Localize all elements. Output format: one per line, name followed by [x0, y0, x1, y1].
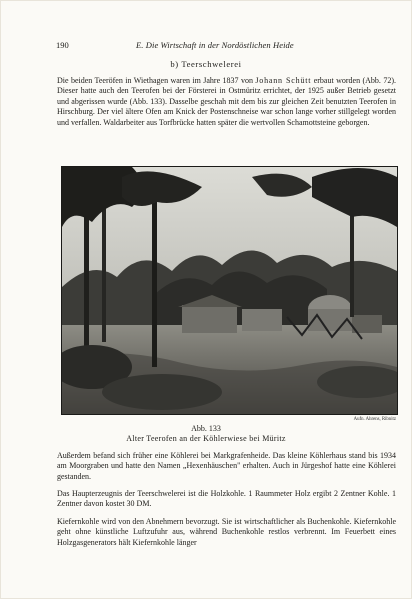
tar-oven-photo-illustration: [62, 167, 397, 414]
paragraph-1-text-before: Die beiden Teeröfen in Wiethagen waren im Jahre 1837 von: [57, 76, 256, 85]
figure-label: Abb. 133: [191, 424, 221, 433]
paragraph-1-person-name: Johann Schütt: [255, 76, 312, 85]
figure-photo: [61, 166, 398, 415]
figure-caption: Alter Teerofen an der Köhlerwiese bei Müritz: [126, 434, 286, 443]
section-title: b) Teerschwelerei: [170, 59, 242, 69]
paragraph-4: Kiefernkohle wird von den Abnehmern bevorzugt. Sie ist wirtschaftlicher als Buchenkohle. Kiefernkohle geht ohne künstliche Luftzufuhr aus, während Buchenkohle restlos verbrennt. Im Feuerbett eines Holzgasgenerators hält Kiefernkohle länger: [57, 517, 396, 547]
paragraph-3: Das Haupterzeugnis der Teerschwelerei ist die Holzkohle. 1 Raummeter Holz ergibt 2 Zentner Kohle. 1 Zentner davon kostet 30 DM.: [57, 489, 396, 509]
photo-credit: Aufn. Ahrens, Ribnitz: [353, 417, 396, 422]
running-header: [56, 40, 390, 52]
paragraph-2: Außerdem befand sich früher eine Köhlerei bei Markgrafenheide. Das kleine Köhlerhaus stand bis 1934 am Moorgraben und hatte den Namen „Hexenhäuschen" erhalten. Auch in Jürgeshof hatte eine Köhlerei gestanden.: [57, 451, 396, 481]
paragraph-1: [57, 76, 396, 128]
paragraph-1-text-after: erbaut worden (Abb. 72). Dieser hatte auch den Teerofen bei der Försterei in Ostmüritz errichtet, der 1925 außer Betrieb gesetzt und abgerissen wurde (Abb. 133). Dasselbe geschah mit dem bis zur gleichen Zeit benutzten Teerofen in Hirschburg. Der viel ältere Ofen am Knick der Postenschneise war schon lange vorher stillgelegt worden und verfallen. Waldarbeiter aus Torfbrücke hatten später die wertvollen Schamottsteine geborgen.: [57, 76, 397, 127]
running-title: E. Die Wirtschaft in der Nordöstlichen Heide: [136, 40, 294, 50]
page-number: 190: [56, 40, 69, 50]
